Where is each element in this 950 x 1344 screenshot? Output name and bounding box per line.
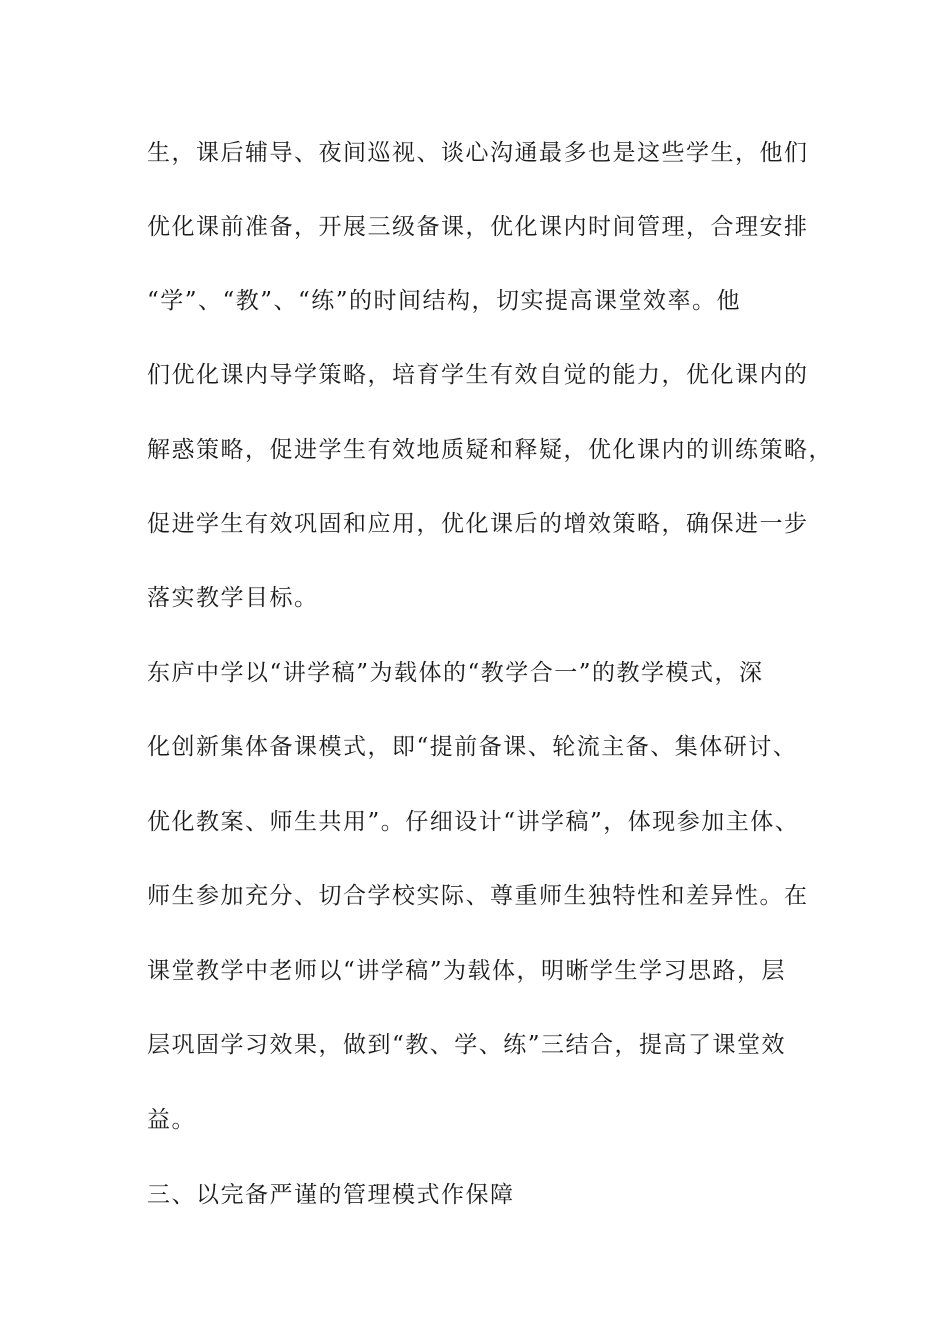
text-line: 东庐中学以“讲学稿”为载体的“教学合一”的教学模式，深 [147,660,764,686]
text-line: 优化课前准备，开展三级备课，优化课内时间管理，合理安排 [147,214,809,240]
text-line: 益。 [147,1107,196,1133]
text-line: “学”、“教”、“练”的时间结构，切实提高课堂效率。他 [147,288,742,314]
text-line: 促进学生有效巩固和应用，优化课后的增效策略，确保进一步 [147,511,809,537]
text-line: 生，课后辅导、夜间巡视、谈心沟通最多也是这些学生，他们 [147,140,809,166]
text-line: 落实教学目标。 [147,585,319,611]
text-line: 们优化课内导学策略，培育学生有效自觉的能力，优化课内的 [147,362,809,388]
text-line: 层巩固学习效果，做到“教、学、练”三结合，提高了课堂效 [147,1032,787,1058]
text-line: 优化教案、师生共用”。仔细设计“讲学稿”，体现参加主体、 [147,809,800,835]
text-line: 师生参加充分、切合学校实际、尊重师生独特性和差异性。在 [147,883,809,909]
text-line: 化创新集体备课模式，即“提前备课、轮流主备、集体研讨、 [147,734,798,760]
text-line: 解惑策略，促进学生有效地质疑和释疑，优化课内的训练策略， [147,437,833,463]
text-line: 课堂教学中老师以“讲学稿”为载体，明晰学生学习思路，层 [147,958,787,984]
section-heading: 三、以完备严谨的管理模式作保障 [147,1182,515,1208]
